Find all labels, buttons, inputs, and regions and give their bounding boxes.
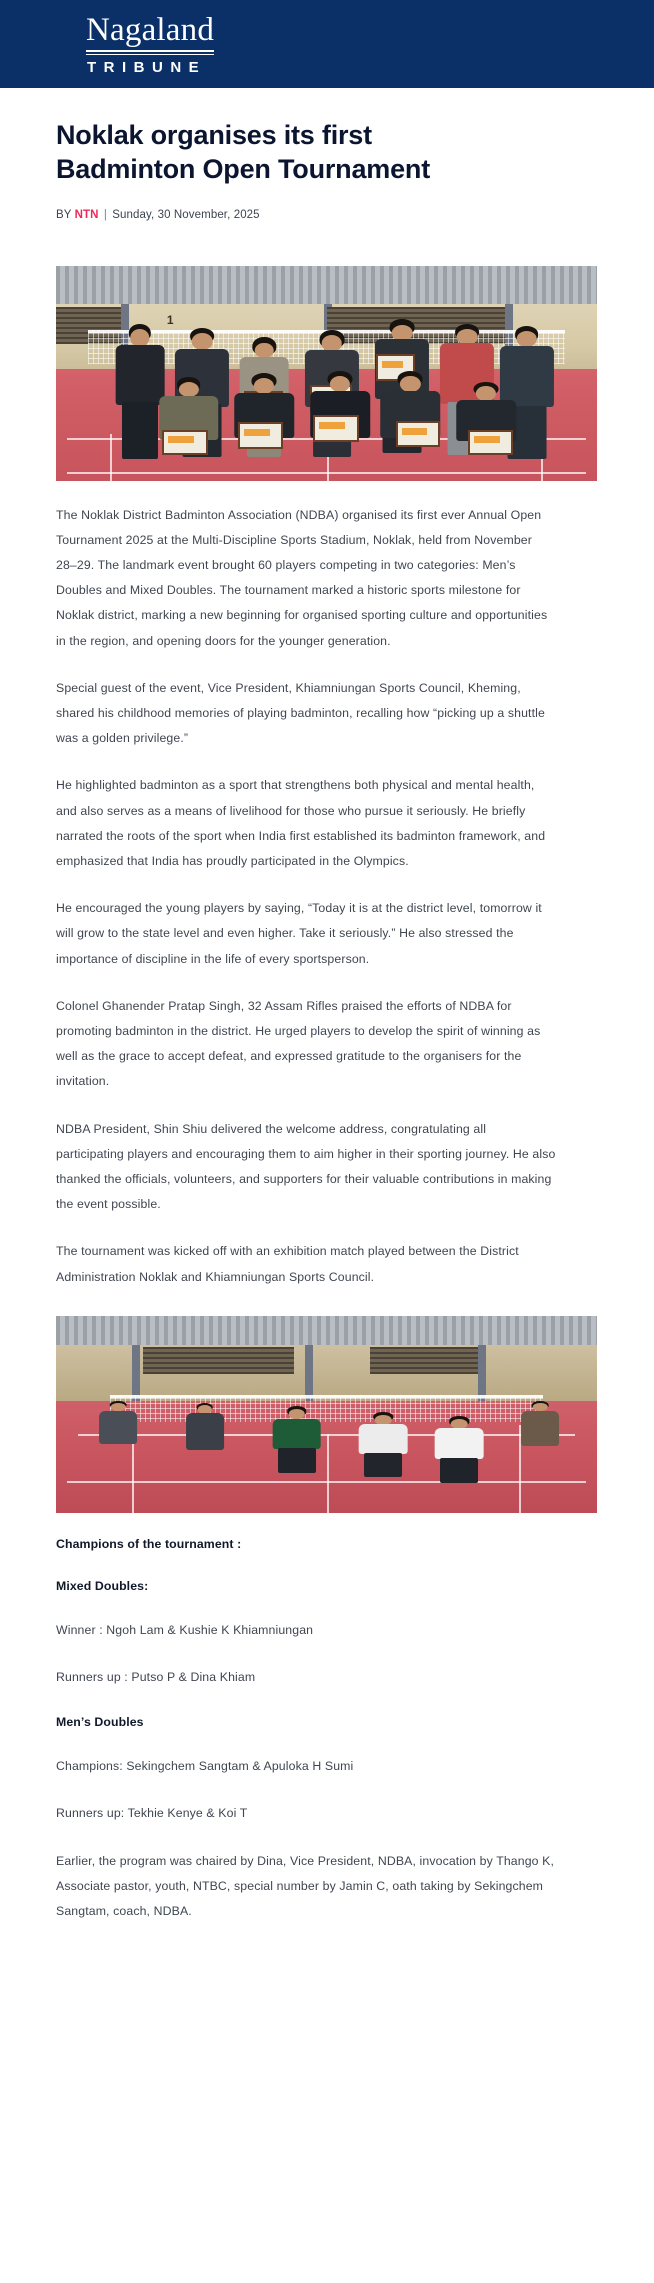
photo-spectator	[186, 1403, 224, 1450]
article-paragraph: The tournament was kicked off with an exhibition match played between the District Administration Noklak and Khiamniungan Sports Council.	[56, 1244, 519, 1284]
byline-author-link[interactable]: NTN	[74, 208, 99, 221]
photo-spectator	[99, 1401, 137, 1444]
mens-doubles-champions: Champions: Sekingchem Sangtam & Apuloka H Sumi	[56, 1759, 354, 1774]
photo-person	[235, 373, 295, 468]
photo-canvas	[56, 266, 597, 481]
photo-person	[456, 382, 516, 468]
photo-person	[116, 324, 165, 459]
photo-player	[272, 1406, 321, 1473]
mixed-doubles-winner: Winner : Ngoh Lam & Kushie K Khiamniungan	[56, 1623, 314, 1638]
results-section	[56, 1535, 598, 1924]
results-heading: Champions of the tournament :	[56, 1536, 242, 1551]
site-logo-subtitle: TRIBUNE	[87, 58, 207, 76]
logo-rule-lower	[86, 54, 214, 55]
byline-prefix: BY	[56, 208, 72, 221]
site-masthead	[0, 0, 654, 88]
article-paragraph: Colonel Ghanender Pratap Singh, 32 Assam Rifles praised the efforts of NDBA for promoting badminton in the district. He urged players to develop the spirit of winning as well as the grace to accept defeat, and expressed gratitude to the organisers for the invitation.	[56, 998, 541, 1089]
site-logo-wordmark: Nagaland	[86, 11, 215, 48]
page-title: Noklak organises its first Badminton Open Tournament	[56, 120, 430, 185]
article-body	[56, 503, 598, 1290]
photo-person	[310, 371, 370, 468]
article-paragraph: He encouraged the young players by saying, “Today it is at the district level, tomorrow it will grow to the state level and even higher. Take it seriously.” He also stressed the importance of discipline in the life of every sportsperson.	[56, 901, 542, 966]
mens-doubles-runners-up: Runners up: Tekhie Kenye & Koi T	[56, 1806, 248, 1821]
site-logo[interactable]	[86, 11, 215, 76]
logo-rule-upper	[86, 50, 214, 52]
mixed-doubles-runners-up: Runners up : Putso P & Dina Khiam	[56, 1670, 256, 1685]
byline	[56, 209, 598, 221]
mixed-doubles-heading: Mixed Doubles:	[56, 1578, 149, 1593]
court-number-label: 1	[166, 312, 174, 327]
byline-date: Sunday, 30 November, 2025	[112, 208, 260, 221]
article-paragraph: Special guest of the event, Vice President, Khiamniungan Sports Council, Kheming, shared his childhood memories of playing badminton, recalling how “picking up a shuttle was a golden privilege.”	[56, 680, 545, 746]
closing-paragraph: Earlier, the program was chaired by Dina, Vice President, NDBA, invocation by Thango K, Associate pastor, youth, NTBC, special number by Jamin C, oath taking by Sekingchem Sangtam, coach, NDBA.	[56, 1853, 555, 1919]
photo-spectator	[521, 1401, 559, 1446]
byline-separator: |	[103, 208, 107, 221]
article-paragraph: NDBA President, Shin Shiu delivered the welcome address, congratulating all participating players and encouraging them to aim higher in their sporting journey. He also thanked the officials, volunteers, and supporters for their valuable contributions in making the event possible.	[56, 1121, 556, 1212]
article-paragraph: He highlighted badminton as a sport that strengthens both physical and mental health, and also serves as a means of livelihood for those who pursue it seriously. He briefly narrated the roots of the sport when India first established its badminton framework, and emphasized that India has proudly participated in the Olympics.	[56, 778, 546, 868]
photo-person	[159, 377, 219, 467]
photo-player	[435, 1416, 484, 1483]
photo-player	[359, 1412, 408, 1477]
article-container	[0, 118, 654, 1924]
photo-canvas	[56, 1316, 597, 1513]
mens-doubles-heading: Men’s Doubles	[56, 1714, 144, 1729]
article-image-group-photo	[56, 266, 597, 481]
article-image-match-action	[56, 1316, 597, 1513]
photo-person	[381, 371, 441, 468]
article-paragraph: The Noklak District Badminton Association (NDBA) organised its first ever Annual Open Tournament 2025 at the Multi-Discipline Sports Stadium, Noklak, held from November 28–29. The landmark event brought 60 players competing in two categories: Men’s Doubles and Mixed Doubles. The tournament marked a historic sports milestone for Noklak district, marking a new beginning for organised sporting culture and opportunities in the region, and opening doors for the younger generation.	[56, 507, 548, 648]
